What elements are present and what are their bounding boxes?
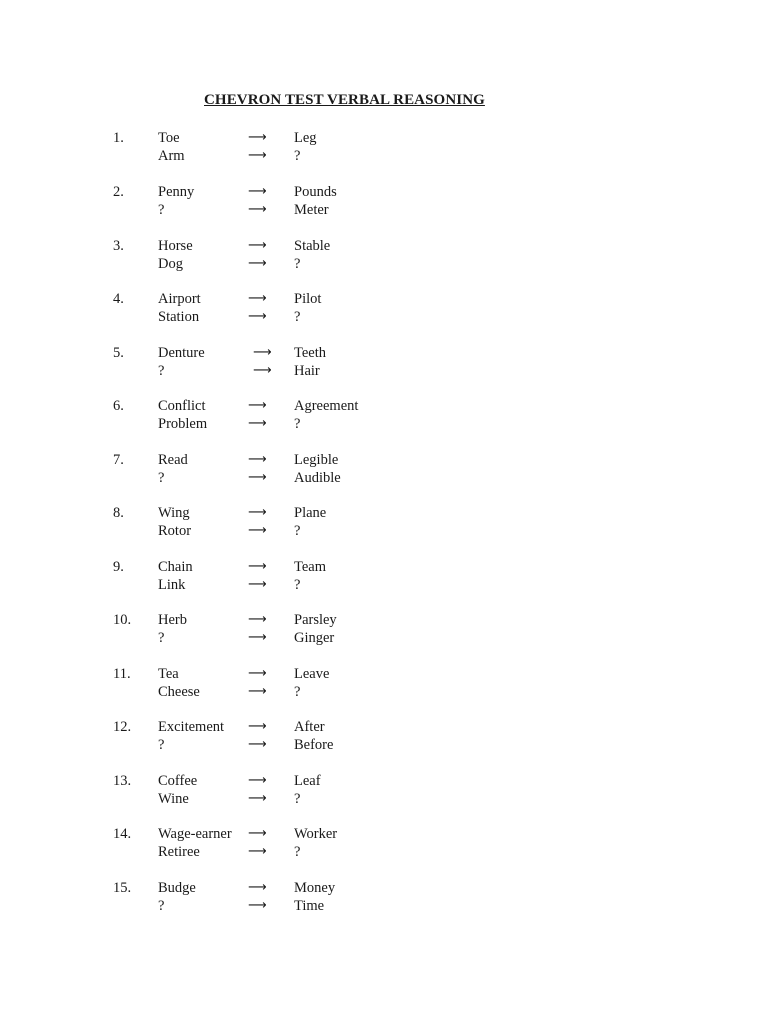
analogy-question-row (0, 629, 768, 647)
question-number: 10. (113, 612, 132, 628)
left-term: Wing (158, 505, 190, 521)
right-arrow-icon: ⟶ (248, 291, 267, 306)
left-term: Read (158, 452, 188, 468)
left-term: Arm (158, 148, 185, 164)
right-arrow-icon: ⟶ (248, 202, 267, 217)
analogy-example-row (0, 611, 768, 629)
question-number: 4. (113, 291, 124, 307)
right-term: Worker (294, 826, 338, 842)
analogy-question-row (0, 201, 768, 219)
analogy-question-row (0, 522, 768, 540)
question-item (0, 397, 768, 433)
left-term: Horse (158, 238, 193, 254)
analogy-example-row (0, 718, 768, 736)
right-term: Leave (294, 666, 330, 682)
right-term: Leaf (294, 773, 321, 789)
question-item (0, 772, 768, 808)
question-item (0, 183, 768, 219)
left-term: Wine (158, 791, 189, 807)
left-term: Chain (158, 559, 193, 575)
analogy-example-row (0, 504, 768, 522)
left-term: Station (158, 309, 200, 325)
question-item (0, 290, 768, 326)
right-arrow-icon: ⟶ (248, 148, 267, 163)
right-arrow-icon: ⟶ (248, 630, 267, 645)
right-arrow-icon: ⟶ (248, 130, 267, 145)
question-number: 5. (113, 345, 124, 361)
left-term: Cheese (158, 684, 200, 700)
question-number: 14. (113, 826, 132, 842)
question-number: 8. (113, 505, 124, 521)
right-term: Pounds (294, 184, 337, 200)
analogy-example-row (0, 772, 768, 790)
analogy-question-row (0, 790, 768, 808)
question-number: 11. (113, 666, 131, 682)
right-term: ? (294, 148, 301, 164)
left-term: ? (158, 898, 165, 914)
analogy-example-row (0, 558, 768, 576)
question-number: 3. (113, 238, 124, 254)
analogy-example-row (0, 290, 768, 308)
question-item (0, 237, 768, 273)
right-term: Audible (294, 470, 341, 486)
document-title: CHEVRON TEST VERBAL REASONING (204, 92, 485, 108)
right-arrow-icon: ⟶ (248, 844, 267, 859)
right-arrow-icon: ⟶ (248, 898, 267, 913)
right-term: Team (294, 559, 326, 575)
analogy-question-row (0, 736, 768, 754)
question-number: 2. (113, 184, 124, 200)
analogy-question-row (0, 415, 768, 433)
right-term: Ginger (294, 630, 335, 646)
right-term: Legible (294, 452, 339, 468)
right-term: Before (294, 737, 334, 753)
analogy-example-row (0, 129, 768, 147)
left-term: Excitement (158, 719, 225, 735)
question-item (0, 558, 768, 594)
right-arrow-icon: ⟶ (248, 505, 267, 520)
question-item (0, 718, 768, 754)
right-term: Parsley (294, 612, 337, 628)
right-arrow-icon: ⟶ (248, 184, 267, 199)
question-number: 13. (113, 773, 132, 789)
left-term: Wage-earner (158, 826, 232, 842)
left-term: Budge (158, 880, 196, 896)
question-item (0, 344, 768, 380)
question-item (0, 879, 768, 915)
left-term: ? (158, 363, 165, 379)
right-arrow-icon: ⟶ (248, 398, 267, 413)
right-term: Time (294, 898, 325, 914)
right-term: ? (294, 791, 301, 807)
question-item (0, 129, 768, 165)
analogy-example-row (0, 665, 768, 683)
right-term: After (294, 719, 325, 735)
analogy-question-row (0, 469, 768, 487)
right-term: Leg (294, 130, 317, 146)
right-term: Hair (294, 363, 320, 379)
left-term: Coffee (158, 773, 198, 789)
left-term: ? (158, 202, 165, 218)
left-term: Herb (158, 612, 187, 628)
left-term: Rotor (158, 523, 192, 539)
right-term: ? (294, 577, 301, 593)
right-term: Teeth (294, 345, 326, 361)
left-term: ? (158, 737, 165, 753)
analogy-question-row (0, 362, 768, 380)
right-arrow-icon: ⟶ (248, 416, 267, 431)
right-arrow-icon: ⟶ (253, 363, 272, 378)
analogy-question-row (0, 683, 768, 701)
question-number: 9. (113, 559, 124, 575)
question-item (0, 825, 768, 861)
right-arrow-icon: ⟶ (248, 791, 267, 806)
right-arrow-icon: ⟶ (248, 612, 267, 627)
left-term: Toe (158, 130, 180, 146)
right-arrow-icon: ⟶ (248, 452, 267, 467)
right-arrow-icon: ⟶ (248, 737, 267, 752)
left-term: Penny (158, 184, 195, 200)
right-arrow-icon: ⟶ (248, 309, 267, 324)
question-item (0, 451, 768, 487)
right-term: Agreement (294, 398, 359, 414)
left-term: Problem (158, 416, 208, 432)
analogy-example-row (0, 879, 768, 897)
analogy-example-row (0, 451, 768, 469)
left-term: Conflict (158, 398, 206, 414)
right-term: Plane (294, 505, 327, 521)
right-arrow-icon: ⟶ (248, 684, 267, 699)
left-term: ? (158, 470, 165, 486)
right-arrow-icon: ⟶ (248, 238, 267, 253)
question-item (0, 665, 768, 701)
analogy-question-row (0, 576, 768, 594)
question-number: 7. (113, 452, 124, 468)
question-item (0, 611, 768, 647)
right-term: ? (294, 684, 301, 700)
right-arrow-icon: ⟶ (248, 880, 267, 895)
analogy-question-row (0, 897, 768, 915)
right-arrow-icon: ⟶ (248, 666, 267, 681)
right-term: ? (294, 844, 301, 860)
question-number: 6. (113, 398, 124, 414)
right-arrow-icon: ⟶ (248, 523, 267, 538)
left-term: Dog (158, 256, 183, 272)
right-term: ? (294, 309, 301, 325)
analogy-question-row (0, 308, 768, 326)
analogy-example-row (0, 237, 768, 255)
right-term: Meter (294, 202, 329, 218)
left-term: Denture (158, 345, 205, 361)
analogy-example-row (0, 183, 768, 201)
right-arrow-icon: ⟶ (248, 719, 267, 734)
question-number: 12. (113, 719, 132, 735)
right-term: Stable (294, 238, 331, 254)
analogy-example-row (0, 825, 768, 843)
left-term: ? (158, 630, 165, 646)
right-term: ? (294, 416, 301, 432)
right-term: ? (294, 523, 301, 539)
left-term: Retiree (158, 844, 200, 860)
right-term: Pilot (294, 291, 322, 307)
right-arrow-icon: ⟶ (248, 773, 267, 788)
left-term: Airport (158, 291, 201, 307)
right-arrow-icon: ⟶ (248, 256, 267, 271)
question-item (0, 504, 768, 540)
right-arrow-icon: ⟶ (253, 345, 272, 360)
analogy-question-row (0, 147, 768, 165)
right-term: ? (294, 256, 301, 272)
right-arrow-icon: ⟶ (248, 470, 267, 485)
right-arrow-icon: ⟶ (248, 826, 267, 841)
analogy-example-row (0, 344, 768, 362)
analogy-question-row (0, 843, 768, 861)
left-term: Tea (158, 666, 179, 682)
analogy-question-row (0, 255, 768, 273)
right-term: Money (294, 880, 336, 896)
question-number: 1. (113, 130, 124, 146)
analogy-example-row (0, 397, 768, 415)
question-number: 15. (113, 880, 132, 896)
left-term: Link (158, 577, 186, 593)
right-arrow-icon: ⟶ (248, 559, 267, 574)
right-arrow-icon: ⟶ (248, 577, 267, 592)
